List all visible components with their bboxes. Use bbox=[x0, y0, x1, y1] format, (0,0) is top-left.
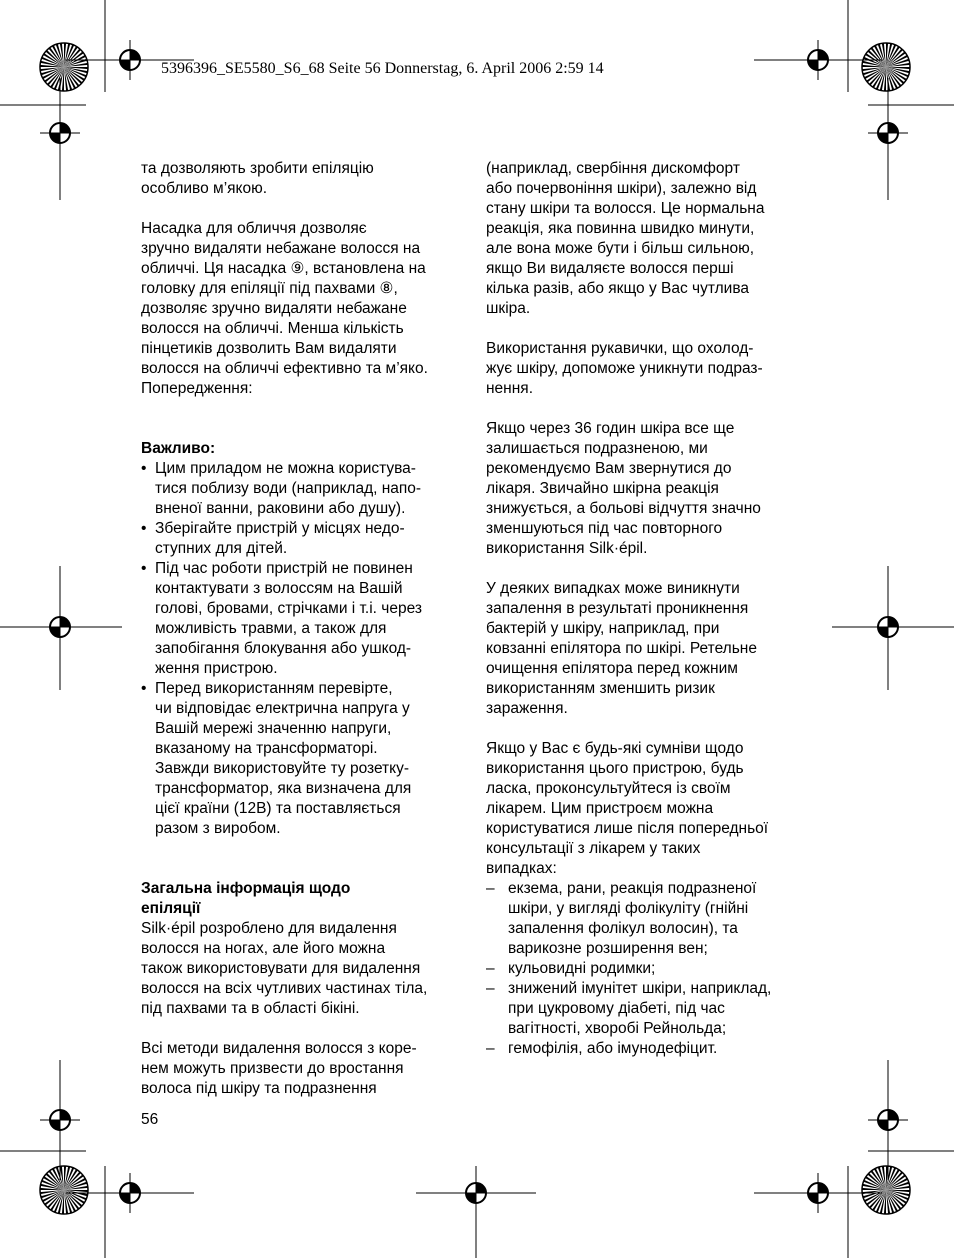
print-slug-line: 5396396_SE5580_S6_68 Seite 56 Donnerstag, 6. April 2006 2:59 14 bbox=[161, 60, 604, 77]
text-line: або почервоніння шкіри), залежно від bbox=[486, 180, 757, 197]
text-line: нення. bbox=[486, 380, 533, 397]
text-line: використання цього пристрою, будь bbox=[486, 760, 744, 777]
bullet-item bbox=[141, 679, 476, 839]
page-number: 56 bbox=[141, 1111, 159, 1128]
text-line: при цукровому діабеті, під час bbox=[508, 1000, 725, 1017]
list-marker: – bbox=[486, 880, 495, 897]
text-line: епіляції bbox=[141, 900, 201, 917]
text-line: Якщо через 36 годин шкіра все ще bbox=[486, 420, 735, 437]
text-line: Всі методи видалення волосся з коре- bbox=[141, 1040, 417, 1057]
text-line: запалення в результаті проникнення bbox=[486, 600, 749, 617]
right-column bbox=[486, 159, 821, 1059]
text-line: ступних для дітей. bbox=[155, 540, 288, 557]
text-line: шкіра. bbox=[486, 300, 531, 317]
text-line: знижується, а больові відчуття значно bbox=[486, 500, 761, 517]
text-line: запалення фолікул волосин), та bbox=[508, 920, 738, 937]
text-line: знижений імунітет шкіри, наприклад, bbox=[508, 980, 772, 997]
intro-paragraph bbox=[141, 159, 476, 199]
text-line: лікарем. Цим пристроєм можна bbox=[486, 800, 714, 817]
text-line: волоса під шкіру та подразнення bbox=[141, 1080, 377, 1097]
text-line: волосся на обличчі ефективно та м’яко. bbox=[141, 360, 428, 377]
text-line: голові, бровами, стрічками і т.і. через bbox=[155, 600, 422, 617]
bullet-item bbox=[141, 459, 476, 519]
text-line: головку для епіляції під пахвами ⑧, bbox=[141, 280, 398, 297]
text-line: можливість травми, а також для bbox=[155, 620, 387, 637]
text-line: У деяких випадках може виникнути bbox=[486, 580, 740, 597]
list-marker: – bbox=[486, 980, 495, 997]
text-line: консультації з лікарем у таких bbox=[486, 840, 701, 857]
text-line: гемофілія, або імунодефіцит. bbox=[508, 1040, 718, 1057]
text-line: дозволяє зручно видаляти небажане bbox=[141, 300, 407, 317]
general-info-heading bbox=[141, 879, 476, 919]
dash-item bbox=[486, 959, 821, 979]
dash-item bbox=[486, 1039, 821, 1059]
bullet-item bbox=[141, 519, 476, 559]
text-line: кілька разів, або якщо у Вас чутлива bbox=[486, 280, 750, 297]
text-line: вказаному на трансформаторі. bbox=[155, 740, 378, 757]
text-line: жує шкіру, допоможе уникнути подраз- bbox=[486, 360, 763, 377]
text-line: ження пристрою. bbox=[155, 660, 278, 677]
text-line: також використовувати для видалення bbox=[141, 960, 421, 977]
text-line: Якщо у Вас є будь-які сумніви щодо bbox=[486, 740, 744, 757]
list-marker: – bbox=[486, 1040, 495, 1057]
dash-item bbox=[486, 979, 821, 1039]
text-line: Зберігайте пристрій у місцях недо- bbox=[155, 520, 405, 537]
text-line: вагітності, хворобі Рейнольда; bbox=[508, 1020, 727, 1037]
list-marker: • bbox=[141, 520, 147, 537]
text-line: зменшуються під час повторного bbox=[486, 520, 723, 537]
text-line: волосся на всіх чутливих частинах тіла, bbox=[141, 980, 428, 997]
text-line: бактерій у шкіру, наприклад, при bbox=[486, 620, 720, 637]
registration-star-bottom-left bbox=[40, 1166, 88, 1214]
text-line: зараження. bbox=[486, 700, 568, 717]
text-line: випадках: bbox=[486, 860, 557, 877]
text-line: цієї країни (12В) та поставляється bbox=[155, 800, 401, 817]
text-line: трансформатор, яка визначена для bbox=[155, 780, 412, 797]
silkepil-paragraph bbox=[141, 919, 476, 1019]
text-line: Використання рукавички, що охолод- bbox=[486, 340, 754, 357]
important-heading: Важливо: bbox=[141, 440, 216, 457]
text-line: Насадка для обличчя дозволяє bbox=[141, 220, 367, 237]
text-line: Silk·épil розроблено для видалення bbox=[141, 920, 397, 937]
list-marker: – bbox=[486, 960, 495, 977]
ingrown-hair-paragraph bbox=[141, 1039, 476, 1099]
text-line: користуватися лише після попередньої bbox=[486, 820, 769, 837]
list-marker: • bbox=[141, 680, 147, 697]
text-line: Попередження: bbox=[141, 380, 253, 397]
text-line: волосся на обличчі. Менша кількість bbox=[141, 320, 404, 337]
text-line: очищення епілятора перед кожним bbox=[486, 660, 738, 677]
text-line: екзема, рани, реакція подразненої bbox=[508, 880, 757, 897]
text-line: вненої ванни, раковини або душу). bbox=[155, 500, 406, 517]
text-line: але вона може бути і більш сильною, bbox=[486, 240, 755, 257]
text-line: використанням зменшить ризик bbox=[486, 680, 715, 697]
text-line: реакція, яка повинна швидко минути, bbox=[486, 220, 755, 237]
left-column bbox=[141, 159, 476, 1099]
text-line: нем можуть призвести до вростання bbox=[141, 1060, 404, 1077]
text-line: лікаря. Звичайно шкірна реакція bbox=[486, 480, 719, 497]
text-line: чи відповідає електрична напруга у bbox=[155, 700, 410, 717]
text-line: варикозне розширення вен; bbox=[508, 940, 708, 957]
text-line: разом з виробом. bbox=[155, 820, 281, 837]
skin-reaction-paragraph bbox=[486, 159, 821, 319]
consult-paragraph bbox=[486, 739, 821, 879]
text-line: використання Silk·épil. bbox=[486, 540, 648, 557]
list-marker: • bbox=[141, 460, 147, 477]
list-marker: • bbox=[141, 560, 147, 577]
dash-item bbox=[486, 879, 821, 959]
text-line: пінцетиків дозволить Вам видаляти bbox=[141, 340, 397, 357]
text-line: контактувати з волоссям на Вашій bbox=[155, 580, 403, 597]
text-line: запобігання блокування або ушкод- bbox=[155, 640, 412, 657]
registration-star-bottom-right bbox=[862, 1166, 910, 1214]
text-line: ласка, проконсультуйтеся із своїм bbox=[486, 780, 731, 797]
text-line: Цим приладом не можна користува- bbox=[155, 460, 416, 477]
text-line: Завжди використовуйте ту розетку- bbox=[155, 760, 410, 777]
text-line: (наприклад, свербіння дискомфорт bbox=[486, 160, 740, 177]
text-line: Вашій мережі значенню напруги, bbox=[155, 720, 392, 737]
text-line: особливо м’якою. bbox=[141, 180, 268, 197]
text-line: кульовидні родимки; bbox=[508, 960, 656, 977]
text-line: Під час роботи пристрій не повинен bbox=[155, 560, 413, 577]
registration-star-top-left bbox=[40, 43, 88, 91]
text-line: залишається подразненою, ми bbox=[486, 440, 708, 457]
text-line: Перед використанням перевірте, bbox=[155, 680, 393, 697]
text-line: волосся на ногах, але його можна bbox=[141, 940, 386, 957]
text-line: Загальна інформація щодо bbox=[141, 880, 351, 897]
text-line: зручно видаляти небажане волосся на bbox=[141, 240, 421, 257]
text-line: під пахвами та в області бікіні. bbox=[141, 1000, 360, 1017]
face-attachment-paragraph bbox=[141, 219, 476, 399]
conditions-list bbox=[486, 879, 821, 1059]
text-line: якщо Ви видаляєте волосся перші bbox=[486, 260, 734, 277]
bullet-item bbox=[141, 559, 476, 679]
text-line: та дозволяють зробити епіляцію bbox=[141, 160, 374, 177]
text-line: шкіри, у вигляді фолікуліту (гнійні bbox=[508, 900, 749, 917]
registration-star-top-right bbox=[862, 43, 910, 91]
doctor-advice-paragraph bbox=[486, 419, 821, 559]
text-line: обличчі. Ця насадка ⑨, встановлена на bbox=[141, 260, 426, 277]
text-line: тися поблизу води (наприклад, напо- bbox=[155, 480, 422, 497]
text-line: рекомендуємо Вам звернутися до bbox=[486, 460, 732, 477]
infection-paragraph bbox=[486, 579, 821, 719]
important-list bbox=[141, 459, 476, 839]
text-line: ковзанні епілятора по шкірі. Ретельне bbox=[486, 640, 757, 657]
text-line: стану шкіри та волосся. Це нормальна bbox=[486, 200, 765, 217]
cooling-glove-paragraph bbox=[486, 339, 821, 399]
